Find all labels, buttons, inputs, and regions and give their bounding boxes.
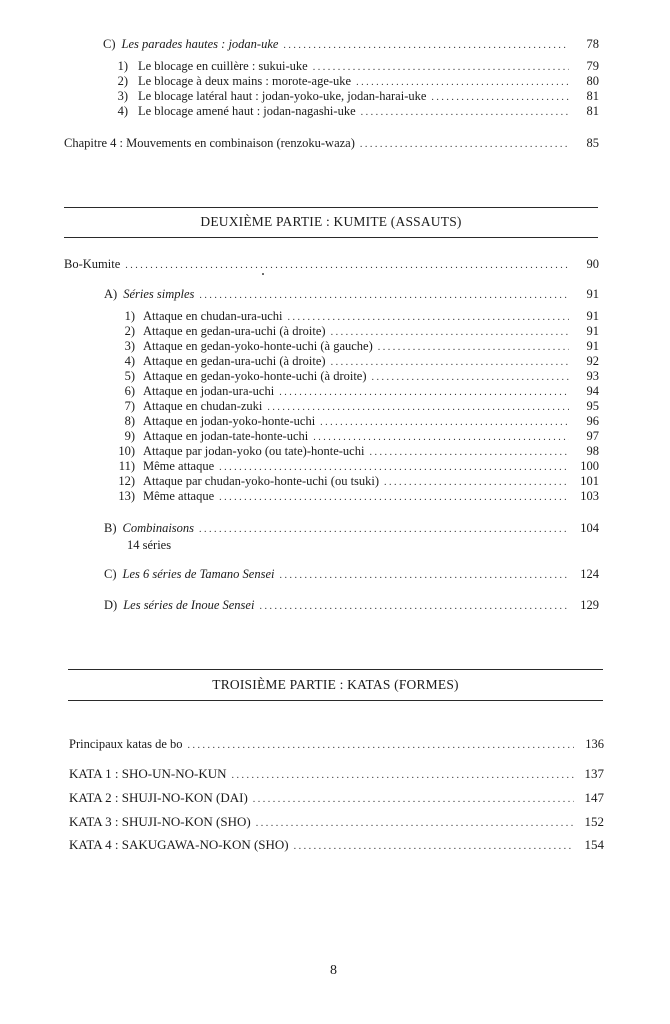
dot-leader	[188, 737, 574, 753]
part-rule-bottom	[68, 700, 603, 701]
item-number: 12)	[118, 474, 135, 488]
dot-leader	[259, 598, 569, 614]
dot-leader	[199, 287, 569, 303]
item-label: Attaque en gedan-yoko-honte-uchi (à droite)	[143, 369, 367, 383]
item-label: Attaque en gedan-yoko-honte-uchi (à gauche)	[143, 339, 373, 353]
page-ref: 147	[584, 790, 604, 805]
page-ref: 129	[580, 598, 599, 612]
toc-item	[110, 59, 599, 75]
part-rule-top	[68, 669, 603, 670]
dot-leader	[279, 384, 569, 400]
page-ref: 96	[586, 414, 599, 428]
dot-leader	[384, 474, 569, 490]
dot-leader	[313, 59, 569, 75]
toc-item	[110, 74, 599, 90]
dot-leader	[369, 444, 569, 460]
combinaisons-subtitle: 14 séries	[127, 538, 172, 552]
section-letter: C)	[104, 567, 117, 581]
item-number: 9)	[124, 429, 135, 443]
toc-item	[111, 414, 599, 430]
kata-label: KATA 3 : SHUJI-NO-KON (SHO)	[69, 814, 251, 829]
item-number: 8)	[124, 414, 135, 428]
item-label: Même attaque	[143, 459, 215, 473]
item-label: Attaque en jodan-tate-honte-uchi	[143, 429, 309, 443]
page-ref: 152	[584, 814, 604, 829]
toc-entry-kata	[69, 767, 604, 783]
toc-item	[110, 104, 599, 120]
page-ref: 78	[586, 37, 599, 51]
page-ref: 98	[586, 444, 599, 458]
item-label: Même attaque	[143, 489, 215, 503]
toc-item	[111, 489, 599, 505]
page-ref: 124	[580, 567, 599, 581]
chapter-label: Chapitre 4 : Mouvements en combinaison (renzoku-waza)	[64, 136, 355, 150]
dot-leader	[360, 136, 569, 152]
page-ref: 136	[585, 737, 604, 751]
page-ref: 104	[580, 521, 599, 535]
dot-leader	[331, 354, 569, 370]
toc-entry-kata	[69, 791, 604, 807]
dot-leader	[378, 339, 569, 355]
dot-leader	[199, 521, 569, 537]
dot-leader	[283, 37, 569, 53]
toc-item	[111, 459, 599, 475]
dot-leader	[356, 74, 569, 90]
print-speck	[262, 273, 264, 275]
section-letter: C)	[103, 37, 116, 51]
item-label: Attaque en chudan-zuki	[143, 399, 263, 413]
item-number: 13)	[118, 489, 135, 503]
page-ref: 91	[586, 324, 599, 338]
dot-leader	[231, 767, 574, 783]
page-ref: 85	[586, 136, 599, 150]
item-number: 11)	[118, 459, 135, 473]
section-title: Les 6 séries de Tamano Sensei	[122, 567, 275, 581]
section-title: Les séries de Inoue Sensei	[123, 598, 255, 612]
part-rule-bottom	[64, 237, 598, 238]
toc-item	[111, 309, 599, 325]
item-label: Attaque par jodan-yoko (ou tate)-honte-uchi	[143, 444, 365, 458]
item-number: 1)	[124, 309, 135, 323]
toc-item	[110, 89, 599, 105]
page-ref: 95	[586, 399, 599, 413]
toc-entry-bo-kumite	[64, 257, 599, 273]
dot-leader	[253, 791, 574, 807]
item-number: 4)	[117, 104, 128, 118]
toc-entry-parades-hautes	[103, 37, 599, 53]
item-number: 1)	[117, 59, 128, 73]
page-ref: 97	[586, 429, 599, 443]
page-ref: 90	[586, 257, 599, 271]
item-number: 2)	[124, 324, 135, 338]
dot-leader	[219, 489, 569, 505]
item-label: Le blocage à deux mains : morote-age-uke	[138, 74, 352, 88]
toc-item	[111, 339, 599, 355]
toc-item	[111, 474, 599, 490]
page-ref: 91	[586, 287, 599, 301]
entry-label: Bo-Kumite	[64, 257, 121, 271]
page-ref: 81	[586, 104, 599, 118]
part-title-deuxieme: DEUXIÈME PARTIE : KUMITE (ASSAUTS)	[200, 214, 462, 229]
page-ref: 101	[580, 474, 599, 488]
dot-leader	[267, 399, 569, 415]
toc-item	[111, 444, 599, 460]
dot-leader	[288, 309, 569, 325]
toc-entry-inoue-sensei	[104, 598, 599, 614]
item-number: 3)	[124, 339, 135, 353]
item-label: Le blocage latéral haut : jodan-yoko-uke, jodan-harai-uke	[138, 89, 427, 103]
item-label: Attaque en gedan-ura-uchi (à droite)	[143, 354, 326, 368]
kata-label: KATA 1 : SHO-UN-NO-KUN	[69, 766, 227, 781]
item-label: Le blocage amené haut : jodan-nagashi-uke	[138, 104, 356, 118]
item-label: Attaque en gedan-ura-uchi (à droite)	[143, 324, 326, 338]
page-ref: 81	[586, 89, 599, 103]
item-number: 6)	[124, 384, 135, 398]
dot-leader	[294, 838, 574, 854]
dot-leader	[279, 567, 569, 583]
section-letter: D)	[104, 598, 118, 612]
page-ref: 91	[586, 339, 599, 353]
page-ref: 103	[580, 489, 599, 503]
toc-entry-tamano-sensei	[104, 567, 599, 583]
page-ref: 92	[586, 354, 599, 368]
page-ref: 91	[586, 309, 599, 323]
item-label: Attaque en jodan-ura-uchi	[143, 384, 275, 398]
item-number: 10)	[118, 444, 135, 458]
item-number: 3)	[117, 89, 128, 103]
item-number: 4)	[124, 354, 135, 368]
section-title: Combinaisons	[122, 521, 195, 535]
page-ref: 79	[586, 59, 599, 73]
item-number: 2)	[117, 74, 128, 88]
toc-item	[111, 429, 599, 445]
dot-leader	[313, 429, 569, 445]
section-letter: B)	[104, 521, 117, 535]
toc-entry-series-simples	[104, 287, 599, 303]
dot-leader	[431, 89, 569, 105]
toc-entry-kata	[69, 838, 604, 854]
toc-entry-combinaisons	[104, 521, 599, 537]
item-number: 7)	[124, 399, 135, 413]
part-title-troisieme: TROISIÈME PARTIE : KATAS (FORMES)	[212, 677, 459, 692]
toc-item	[111, 354, 599, 370]
item-label: Attaque par chudan-yoko-honte-uchi (ou tsuki)	[143, 474, 380, 488]
page-number: 8	[330, 963, 337, 978]
dot-leader	[125, 257, 569, 273]
item-number: 5)	[124, 369, 135, 383]
page-ref: 100	[580, 459, 599, 473]
toc-entry-kata	[69, 815, 604, 831]
part-rule-top	[64, 207, 598, 208]
item-label: Le blocage en cuillère : sukui-uke	[138, 59, 308, 73]
page-ref: 93	[586, 369, 599, 383]
item-label: Attaque en chudan-ura-uchi	[143, 309, 283, 323]
dot-leader	[361, 104, 569, 120]
page-ref: 137	[584, 766, 604, 781]
dot-leader	[320, 414, 569, 430]
toc-entry-chapitre-4	[64, 136, 599, 152]
dot-leader	[256, 815, 574, 831]
toc-item	[111, 399, 599, 415]
dot-leader	[331, 324, 569, 340]
page-ref: 94	[586, 384, 599, 398]
toc-item	[111, 369, 599, 385]
item-label: Attaque en jodan-yoko-honte-uchi	[143, 414, 316, 428]
dot-leader	[219, 459, 569, 475]
entry-label: Principaux katas de bo	[69, 737, 183, 751]
section-letter: A)	[104, 287, 118, 301]
section-title: Séries simples	[123, 287, 195, 301]
toc-entry-principaux-katas	[69, 737, 604, 753]
kata-label: KATA 4 : SAKUGAWA-NO-KON (SHO)	[69, 837, 289, 852]
kata-label: KATA 2 : SHUJI-NO-KON (DAI)	[69, 790, 248, 805]
dot-leader	[372, 369, 569, 385]
page-ref: 154	[584, 837, 604, 852]
toc-item	[111, 324, 599, 340]
page-ref: 80	[586, 74, 599, 88]
toc-item	[111, 384, 599, 400]
section-title: Les parades hautes : jodan-uke	[121, 37, 279, 51]
